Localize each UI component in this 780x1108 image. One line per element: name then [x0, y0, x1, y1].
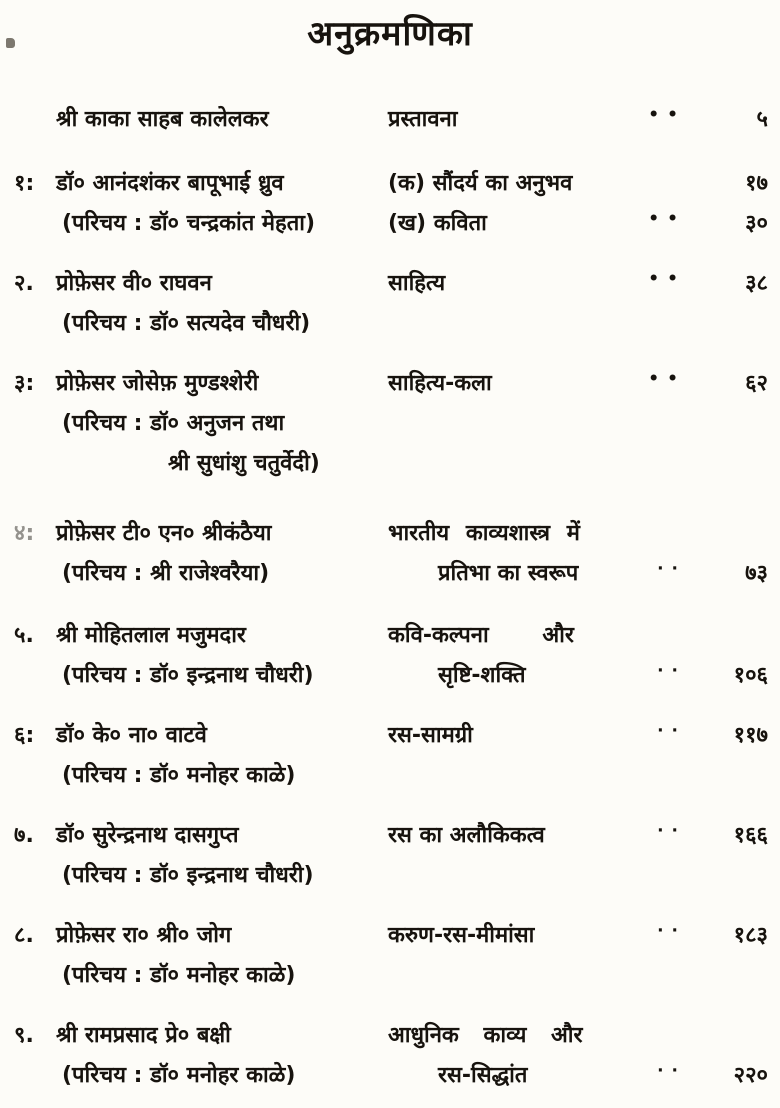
entry-number: ६: [14, 722, 35, 748]
toc-row [0, 614, 780, 654]
entry-number: २. [14, 270, 34, 296]
toc-row [0, 302, 780, 342]
toc-row [0, 262, 780, 302]
contributor-note: (परिचय : डॉ० इन्द्रनाथ चौधरी) [62, 862, 314, 888]
author-name: श्री मोहितलाल मजुमदार [56, 622, 246, 648]
author-name: डॉ० आनंदशंकर बापूभाई ध्रुव [56, 170, 284, 196]
contributor-note: (परिचय : डॉ० इन्द्रनाथ चौधरी) [62, 662, 314, 688]
entry-number: ९. [14, 1022, 34, 1048]
page-number: ५ [756, 106, 768, 132]
entry-number: ४: [14, 520, 35, 546]
author-name: श्री रामप्रसाद प्रे० बक्षी [56, 1022, 231, 1048]
topic-cell [388, 719, 692, 749]
toc-row [0, 714, 780, 754]
author-name: डॉ० के० ना० वाटवे [56, 722, 207, 748]
dot-leader: ·· [657, 1060, 686, 1081]
topic-title: रस-सामग्री [388, 722, 473, 748]
topic-cell [388, 167, 692, 197]
topic-title: रस-सिद्धांत [438, 1062, 528, 1088]
dot-leader: •• [648, 368, 686, 389]
topic-cell [388, 1019, 692, 1049]
toc-row [0, 552, 780, 592]
toc-row [0, 98, 780, 138]
toc-row [0, 754, 780, 794]
entry-number: ७. [14, 822, 34, 848]
toc-row [0, 512, 780, 552]
contributor-note: (परिचय : डॉ० अनुजन तथा [62, 410, 285, 436]
dot-leader: •• [648, 208, 686, 229]
toc-row [0, 162, 780, 202]
topic-title: कवि-कल्पना और [388, 622, 574, 648]
topic-cell [388, 557, 692, 587]
dot-leader: ·· [657, 920, 686, 941]
topic-title: (क) सौंदर्य का अनुभव [388, 170, 573, 196]
dot-leader: •• [648, 268, 686, 289]
toc-row [0, 954, 780, 994]
entry-number: ८. [14, 922, 34, 948]
topic-cell [388, 1059, 692, 1089]
page-number: १०६ [733, 662, 768, 688]
author-name: प्रोफ़ेसर रा० श्री० जोग [56, 922, 232, 948]
toc-row [0, 1014, 780, 1054]
toc-row [0, 362, 780, 402]
contributor-note: (परिचय : डॉ० चन्द्रकांत मेहता) [62, 210, 316, 236]
topic-title: सृष्टि-शक्ति [438, 662, 526, 688]
page-number: १६६ [733, 822, 768, 848]
topic-cell [388, 267, 692, 297]
dot-leader: ·· [657, 660, 686, 681]
toc-row [0, 914, 780, 954]
topic-title: (ख) कविता [388, 210, 487, 236]
author-name: प्रोफ़ेसर टी० एन० श्रीकंठैया [56, 520, 272, 546]
scan-speck [6, 38, 15, 48]
contributor-note: (परिचय : श्री राजेश्वरैया) [62, 560, 270, 586]
toc-row [0, 814, 780, 854]
entry-number: ५. [14, 622, 34, 648]
toc-row [0, 402, 780, 442]
page-number: २२० [733, 1062, 768, 1088]
entry-number: १: [14, 170, 35, 196]
topic-title: प्रतिभा का स्वरूप [438, 560, 579, 586]
topic-title: साहित्य-कला [388, 370, 492, 396]
contributor-note: (परिचय : डॉ० मनोहर काळे) [62, 962, 296, 988]
dot-leader: ·· [657, 720, 686, 741]
topic-cell [388, 659, 692, 689]
topic-cell [388, 819, 692, 849]
page-number: ६२ [745, 370, 768, 396]
dot-leader: ·· [657, 820, 686, 841]
author-name: श्री काका साहब कालेलकर [56, 106, 269, 132]
page-number: ३८ [745, 270, 768, 296]
topic-cell [388, 517, 692, 547]
topic-cell [388, 619, 692, 649]
toc-row [0, 202, 780, 242]
topic-title: प्रस्तावना [388, 106, 458, 132]
toc-row [0, 442, 780, 482]
contributor-note: (परिचय : डॉ० मनोहर काळे) [62, 1062, 296, 1088]
page-number: १८३ [733, 922, 768, 948]
author-name: डॉ० सुरेन्द्रनाथ दासगुप्त [56, 822, 239, 848]
page-number: ७३ [745, 560, 768, 586]
topic-cell [388, 103, 692, 133]
contributor-note: (परिचय : डॉ० मनोहर काळे) [62, 762, 296, 788]
author-name: प्रोफ़ेसर वी० राघवन [56, 270, 212, 296]
toc-row [0, 654, 780, 694]
toc-row [0, 854, 780, 894]
dot-leader: ·· [657, 558, 686, 579]
contributor-note: (परिचय : डॉ० सत्यदेव चौधरी) [62, 310, 311, 336]
author-name: प्रोफ़ेसर जोसेफ़ मुण्डश्शेरी [56, 370, 259, 396]
contributor-note: श्री सुधांशु चतुर्वेदी) [168, 450, 320, 476]
page-number: ३० [745, 210, 768, 236]
topic-cell [388, 207, 692, 237]
topic-cell [388, 919, 692, 949]
topic-title: साहित्य [388, 270, 446, 296]
topic-title: रस का अलौकिकत्व [388, 822, 545, 848]
entry-number: ३: [14, 370, 35, 396]
page-number: १७ [745, 170, 768, 196]
topic-cell [388, 367, 692, 397]
page-title: अनुक्रमणिका [307, 14, 473, 54]
topic-title: आधुनिक काव्य और [388, 1022, 583, 1048]
toc-row [0, 1054, 780, 1094]
page-number: ११७ [733, 722, 768, 748]
topic-title: करुण-रस-मीमांसा [388, 922, 535, 948]
dot-leader: •• [648, 104, 686, 125]
topic-title: भारतीय काव्यशास्त्र में [388, 520, 580, 546]
